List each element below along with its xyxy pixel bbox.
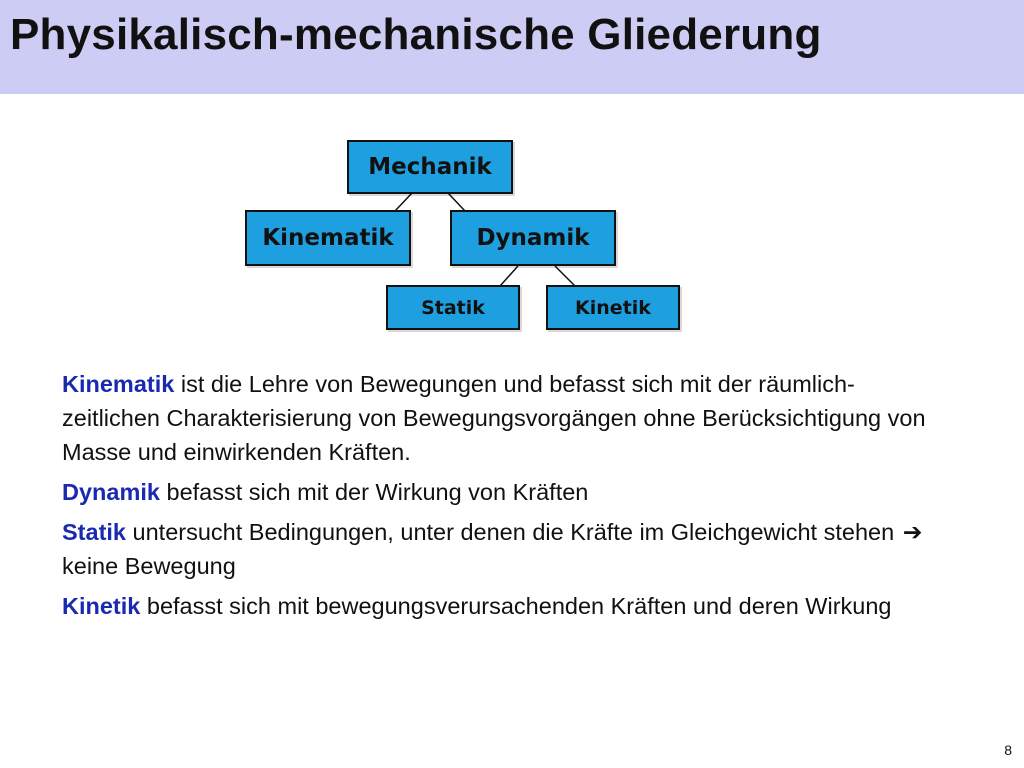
term-dynamik: Dynamik <box>62 479 160 505</box>
text-statik: untersucht Bedingungen, unter denen die Kräfte im Gleichgewicht stehen <box>126 519 901 545</box>
slide-title: Physikalisch-mechanische Gliederung <box>10 10 822 59</box>
node-kinetik: Kinetik <box>546 285 680 330</box>
definition-dynamik <box>62 475 942 509</box>
node-dynamik: Dynamik <box>450 210 616 266</box>
edge-mechanik-kinematik <box>395 193 412 211</box>
term-kinematik: Kinematik <box>62 371 175 397</box>
text-kinematik: ist die Lehre von Bewegungen und befasst sich mit der räumlich-zeitlichen Charakterisierung von Bewegungsvorgängen ohne Berücksichtigung von Masse und einwirkenden Kräften. <box>62 371 926 465</box>
term-kinetik: Kinetik <box>62 593 141 619</box>
term-statik: Statik <box>62 519 126 545</box>
page-number: 8 <box>1004 742 1012 758</box>
text-statik-after: keine Bewegung <box>62 553 236 579</box>
hierarchy-diagram <box>0 0 1024 340</box>
node-statik: Statik <box>386 285 520 330</box>
definitions-list <box>62 367 942 629</box>
node-mechanik: Mechanik <box>347 140 513 194</box>
text-dynamik: befasst sich mit der Wirkung von Kräften <box>159 479 589 505</box>
text-kinetik: befasst sich mit bewegungsverursachenden Kräften und deren Wirkung <box>140 593 892 619</box>
definition-kinetik <box>62 589 942 623</box>
edge-dynamik-statik <box>500 266 518 286</box>
arrow-right-icon: ➔ <box>902 519 923 545</box>
edge-dynamik-kinetik <box>555 266 575 286</box>
definition-kinematik <box>62 367 942 469</box>
definition-statik <box>62 515 942 583</box>
node-kinematik: Kinematik <box>245 210 411 266</box>
edge-mechanik-dynamik <box>448 193 465 211</box>
